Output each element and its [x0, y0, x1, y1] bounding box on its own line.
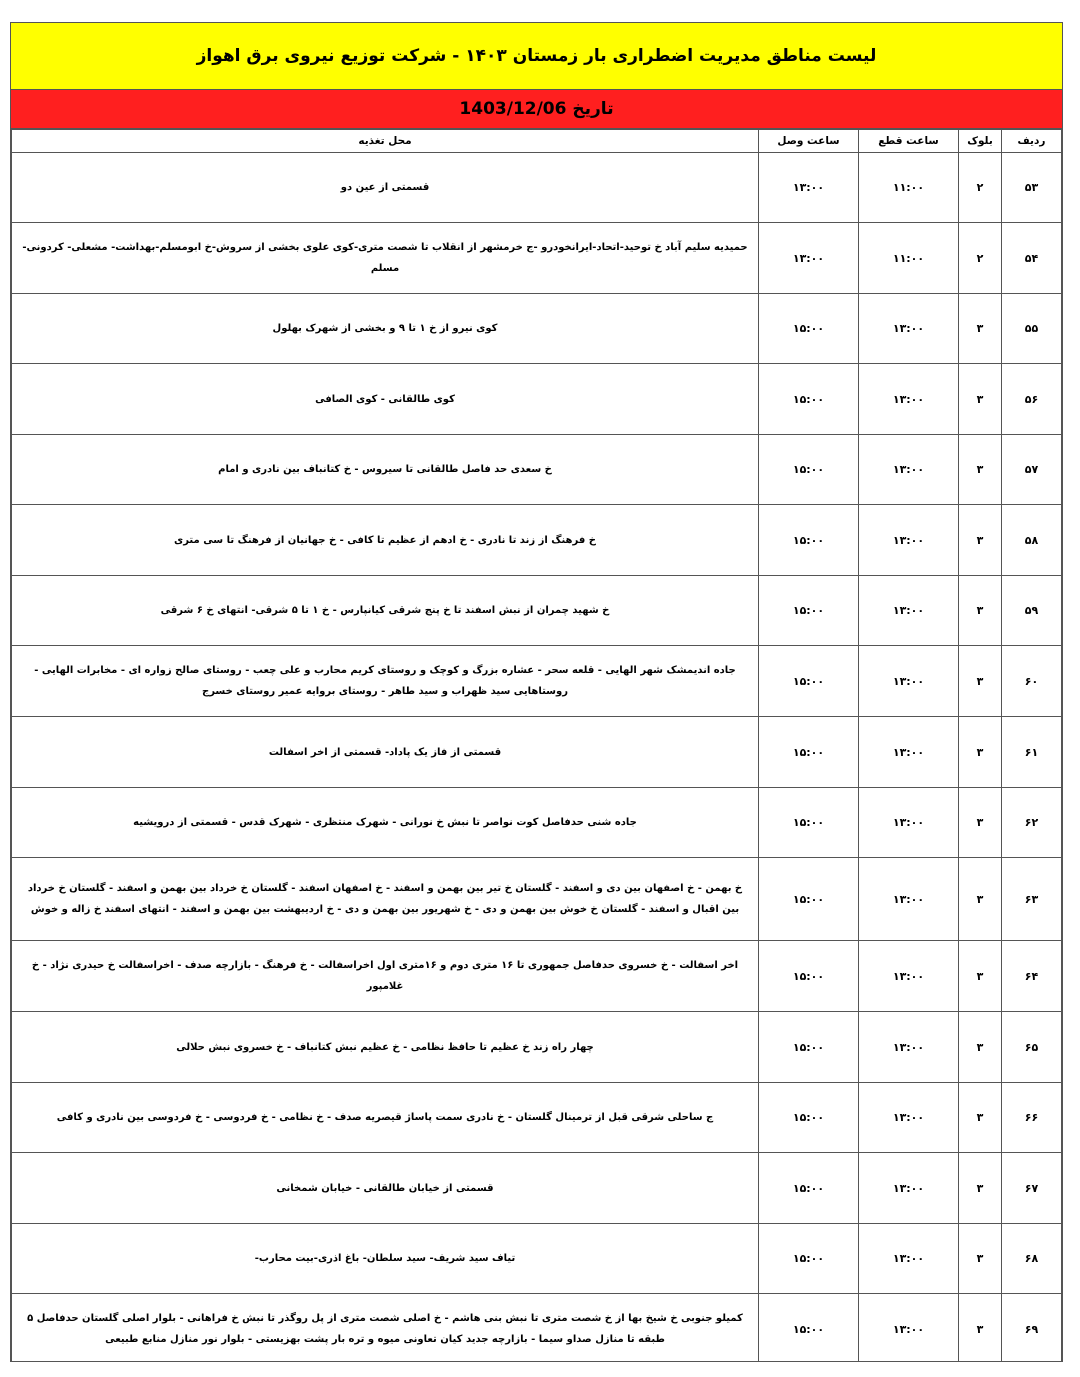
cell-row-number: ۵۶ — [1002, 364, 1062, 435]
table-row — [12, 505, 1062, 576]
cell-connect-time: ۱۵:۰۰ — [759, 1224, 859, 1294]
cell-block: ۳ — [959, 858, 1002, 941]
header-cut-time: ساعت قطع — [859, 130, 959, 153]
page-title — [11, 23, 1062, 90]
cell-location: خ شهید چمران از نبش اسفند تا خ پنج شرقی کیانپارس - خ ۱ تا ۵ شرقی- انتهای خ ۶ شرقی — [12, 576, 759, 646]
cell-connect-time: ۱۵:۰۰ — [759, 576, 859, 646]
cell-connect-time: ۱۵:۰۰ — [759, 646, 859, 717]
cell-cut-time: ۱۱:۰۰ — [859, 223, 959, 294]
table-row — [12, 941, 1062, 1012]
cell-connect-time: ۱۵:۰۰ — [759, 435, 859, 505]
cell-connect-time: ۱۵:۰۰ — [759, 1294, 859, 1363]
cell-cut-time: ۱۳:۰۰ — [859, 1012, 959, 1083]
cell-row-number: ۵۴ — [1002, 223, 1062, 294]
cell-connect-time: ۱۵:۰۰ — [759, 858, 859, 941]
cell-location: کوی نیرو از خ ۱ تا ۹ و بخشی از شهرک بهلول — [12, 294, 759, 364]
header-location: محل تغذیه — [12, 130, 759, 153]
cell-block: ۳ — [959, 1294, 1002, 1363]
table-row — [12, 788, 1062, 858]
table-header-row — [12, 130, 1062, 153]
cell-connect-time: ۱۵:۰۰ — [759, 717, 859, 788]
cell-location: ج ساحلی شرقی قبل از ترمینال گلستان - خ نادری سمت پاساژ قیصریه صدف - خ نظامی - خ فردوسی - خ فردوسی بین نادری و کافی — [12, 1083, 759, 1153]
cell-connect-time: ۱۵:۰۰ — [759, 364, 859, 435]
cell-location: خ سعدی حد فاصل طالقانی تا سیروس - خ کتانباف بین نادری و امام — [12, 435, 759, 505]
cell-location: حمیدیه سلیم آباد خ توحید-اتحاد-ایرانخودرو -ج خرمشهر از انقلاب تا شصت متری-کوی علوی بخشی از سروش-خ ابومسلم-بهداشت- مشعلی- کردونی-مسلم — [12, 223, 759, 294]
cell-cut-time: ۱۱:۰۰ — [859, 153, 959, 223]
cell-row-number: ۵۸ — [1002, 505, 1062, 576]
cell-block: ۳ — [959, 941, 1002, 1012]
cell-cut-time: ۱۳:۰۰ — [859, 858, 959, 941]
cell-connect-time: ۱۵:۰۰ — [759, 941, 859, 1012]
cell-connect-time: ۱۵:۰۰ — [759, 294, 859, 364]
cell-connect-time: ۱۵:۰۰ — [759, 788, 859, 858]
cell-location: تیاف سید شریف- سید سلطان- باغ اذری-بیت محارب- — [12, 1224, 759, 1294]
cell-location: اخر اسفالت - خ خسروی حدفاصل جمهوری تا ۱۶ متری دوم و ۱۶متری اول اخراسفالت - خ فرهنگ - بازارچه صدف - اخراسفالت خ حیدری نژاد - خ غلامپور — [12, 941, 759, 1012]
cell-location: قسمتی از عین دو — [12, 153, 759, 223]
date-banner — [11, 90, 1062, 129]
cell-block: ۳ — [959, 1083, 1002, 1153]
table-row — [12, 1083, 1062, 1153]
cell-location: جاده شنی حدفاصل کوت نواصر تا نبش خ نورانی - شهرک منتظری - شهرک قدس - قسمتی از درویشیه — [12, 788, 759, 858]
table-row — [12, 1012, 1062, 1083]
cell-connect-time: ۱۵:۰۰ — [759, 1153, 859, 1224]
header-connect-time: ساعت وصل — [759, 130, 859, 153]
cell-cut-time: ۱۳:۰۰ — [859, 364, 959, 435]
cell-row-number: ۶۵ — [1002, 1012, 1062, 1083]
cell-row-number: ۵۵ — [1002, 294, 1062, 364]
cell-location: خ فرهنگ از زند تا نادری - خ ادهم از عظیم تا کافی - خ جهانیان از فرهنگ تا سی متری — [12, 505, 759, 576]
cell-cut-time: ۱۳:۰۰ — [859, 1083, 959, 1153]
cell-location: کمیلو جنوبی خ شیخ بها از خ شصت متری تا نبش بنی هاشم - خ اصلی شصت متری از پل روگذر تا نبش خ فراهانی - بلوار اصلی گلستان حدفاصل ۵ طبقه تا منازل صداو سیما - بازارچه جدید کیان تعاونی میوه و تره بار پشت بهزیستی - بلوار نور منازل منابع طبیعی — [12, 1294, 759, 1363]
cell-row-number: ۶۱ — [1002, 717, 1062, 788]
cell-cut-time: ۱۳:۰۰ — [859, 788, 959, 858]
table-row — [12, 1294, 1062, 1363]
cell-connect-time: ۱۵:۰۰ — [759, 1083, 859, 1153]
cell-row-number: ۶۳ — [1002, 858, 1062, 941]
table-body — [12, 153, 1062, 1363]
cell-row-number: ۶۸ — [1002, 1224, 1062, 1294]
table-row — [12, 364, 1062, 435]
table-row — [12, 1153, 1062, 1224]
cell-block: ۲ — [959, 153, 1002, 223]
cell-location: کوی طالقانی - کوی الصافی — [12, 364, 759, 435]
cell-location: قسمتی از خیابان طالقانی - خیابان شمخانی — [12, 1153, 759, 1224]
table-row — [12, 858, 1062, 941]
cell-block: ۳ — [959, 1153, 1002, 1224]
table-row — [12, 717, 1062, 788]
cell-row-number: ۶۰ — [1002, 646, 1062, 717]
table-row — [12, 435, 1062, 505]
table-row — [12, 223, 1062, 294]
cell-cut-time: ۱۳:۰۰ — [859, 1224, 959, 1294]
cell-block: ۳ — [959, 717, 1002, 788]
schedule-sheet — [10, 22, 1063, 1362]
cell-location: خ بهمن - خ اصفهان بین دی و اسفند - گلستان خ تیر بین بهمن و اسفند - خ اصفهان اسفند - گلستان خ خرداد بین بهمن و اسفند - گلستان خ خرداد بین اقبال و اسفند - گلستان خ خوش بین بهمن و دی - خ شهریور بین بهمن و دی - خ اردیبهشت بین بهمن و اسفند - انتهای اسفند خ زاله و خوش — [12, 858, 759, 941]
cell-cut-time: ۱۳:۰۰ — [859, 717, 959, 788]
table-row — [12, 576, 1062, 646]
cell-block: ۳ — [959, 1224, 1002, 1294]
cell-block: ۳ — [959, 1012, 1002, 1083]
cell-row-number: ۵۳ — [1002, 153, 1062, 223]
cell-block: ۳ — [959, 788, 1002, 858]
cell-row-number: ۶۷ — [1002, 1153, 1062, 1224]
cell-cut-time: ۱۳:۰۰ — [859, 646, 959, 717]
cell-block: ۳ — [959, 364, 1002, 435]
table-row — [12, 294, 1062, 364]
cell-row-number: ۶۶ — [1002, 1083, 1062, 1153]
cell-cut-time: ۱۳:۰۰ — [859, 1153, 959, 1224]
cell-block: ۳ — [959, 646, 1002, 717]
cell-cut-time: ۱۳:۰۰ — [859, 505, 959, 576]
table-row — [12, 153, 1062, 223]
cell-cut-time: ۱۳:۰۰ — [859, 576, 959, 646]
cell-cut-time: ۱۳:۰۰ — [859, 941, 959, 1012]
header-block: بلوک — [959, 130, 1002, 153]
header-row-number: ردیف — [1002, 130, 1062, 153]
cell-row-number: ۶۹ — [1002, 1294, 1062, 1363]
cell-block: ۳ — [959, 294, 1002, 364]
cell-block: ۳ — [959, 435, 1002, 505]
cell-cut-time: ۱۳:۰۰ — [859, 1294, 959, 1363]
cell-cut-time: ۱۳:۰۰ — [859, 435, 959, 505]
table-row — [12, 646, 1062, 717]
cell-row-number: ۵۷ — [1002, 435, 1062, 505]
cell-row-number: ۵۹ — [1002, 576, 1062, 646]
date-text: تاریخ 1403/12/06 — [459, 99, 614, 119]
cell-connect-time: ۱۵:۰۰ — [759, 1012, 859, 1083]
cell-block: ۳ — [959, 576, 1002, 646]
cell-cut-time: ۱۳:۰۰ — [859, 294, 959, 364]
cell-connect-time: ۱۳:۰۰ — [759, 223, 859, 294]
title-text: لیست مناطق مدیریت اضطراری بار زمستان ۱۴۰۳ - شرکت توزیع نیروی برق اهواز — [196, 46, 877, 66]
cell-block: ۲ — [959, 223, 1002, 294]
cell-location: قسمتی از فاز یک پاداد- قسمتی از اخر اسفالت — [12, 717, 759, 788]
cell-location: جاده اندیمشک شهر الهایی - قلعه سحر - عشاره بزرگ و کوچک و روستای کریم محارب و علی چعب - روستای صالح زواره ای - مخابرات الهایی - روستاهایی سید ظهراب و سید طاهر - روستای بروایه عمیر روستای خسرج — [12, 646, 759, 717]
cell-row-number: ۶۲ — [1002, 788, 1062, 858]
cell-location: چهار راه زند خ عظیم تا حافظ نظامی - خ عظیم نبش کتانباف - خ خسروی نبش حلالی — [12, 1012, 759, 1083]
schedule-table — [11, 129, 1062, 1362]
cell-connect-time: ۱۵:۰۰ — [759, 505, 859, 576]
table-row — [12, 1224, 1062, 1294]
cell-block: ۳ — [959, 505, 1002, 576]
cell-row-number: ۶۴ — [1002, 941, 1062, 1012]
cell-connect-time: ۱۳:۰۰ — [759, 153, 859, 223]
